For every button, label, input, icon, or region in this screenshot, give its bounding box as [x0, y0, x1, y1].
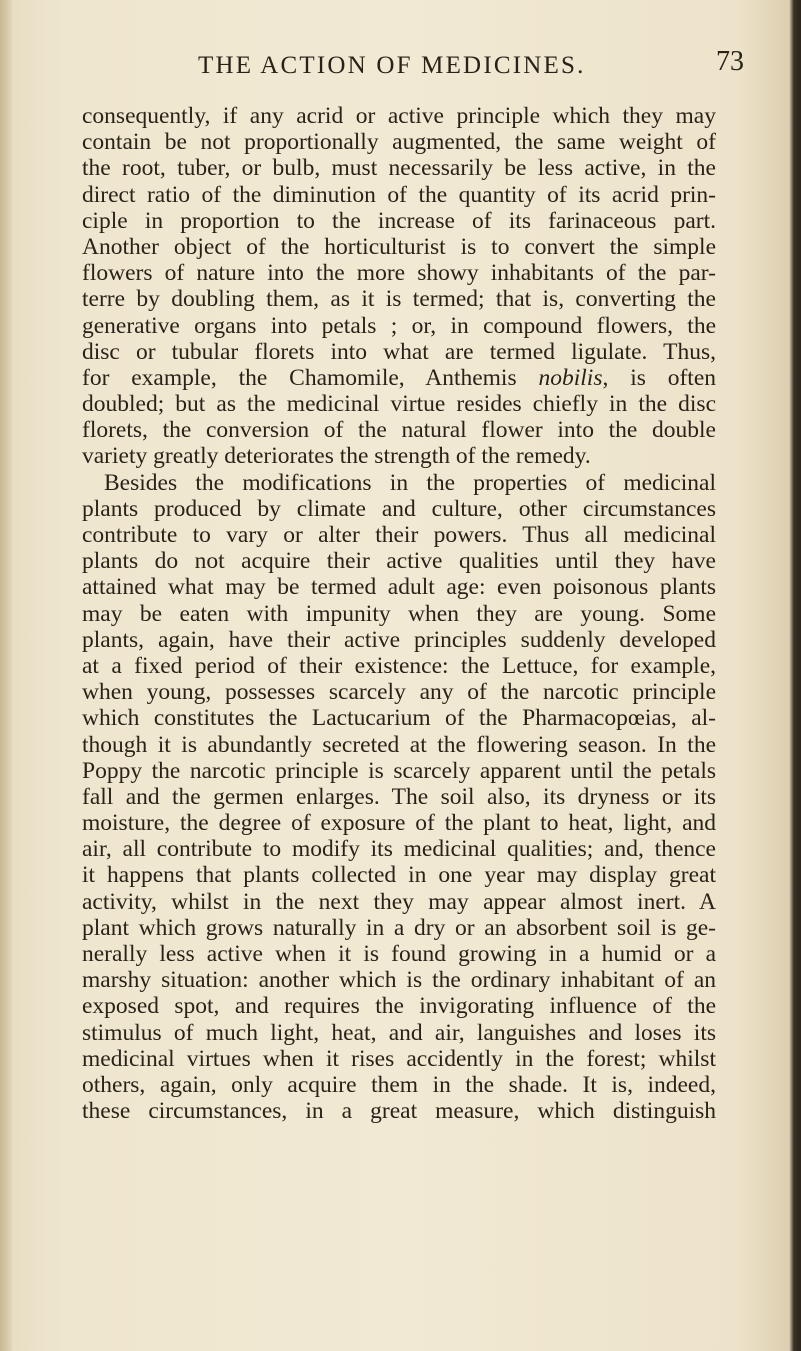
text-line: nerally less active when it is found growing in a humid or a	[82, 941, 716, 967]
text-line: activity, whilst in the next they may appear almost inert. A	[82, 888, 716, 915]
text-line: Poppy the narcotic principle is scarcely apparent until the petals	[82, 757, 716, 784]
running-head: THE ACTION OF MEDICINES.	[198, 52, 586, 79]
text-line: exposed spot, and requires the invigorating influence of the	[82, 993, 716, 1020]
text-line: consequently, if any acrid or active principle which they may	[82, 103, 716, 129]
body-text	[82, 103, 716, 1124]
text-line: ciple in proportion to the increase of its farinaceous part.	[82, 207, 716, 234]
text-line: plant which grows naturally in a dry or an absorbent soil is ge-	[82, 914, 716, 941]
text-line: terre by doubling them, as it is termed; that is, converting the	[82, 286, 716, 313]
text-line: plants, again, have their active principles suddenly developed	[82, 626, 716, 653]
text-segment: for example, the Chamomile, Anthemis	[82, 364, 517, 391]
text-line: though it is abundantly secreted at the flowering season. In the	[82, 731, 716, 758]
text-line: may be eaten with impunity when they are young. Some	[82, 600, 716, 627]
text-line: these circumstances, in a great measure, which distinguish	[82, 1098, 716, 1125]
text-line: Besides the modifications in the properties of medicinal	[104, 469, 716, 496]
text-line: at a fixed period of their existence: the Lettuce, for example,	[82, 652, 716, 679]
page-gutter-edge	[0, 0, 12, 1351]
text-line-with-italic	[82, 365, 716, 391]
text-line: contain be not proportionally augmented, the same weight of	[82, 129, 716, 156]
text-line: stimulus of much light, heat, and air, languishes and loses its	[82, 1019, 716, 1046]
text-line: doubled; but as the medicinal virtue resides chiefly in the disc	[82, 391, 716, 418]
page-right-shadow	[789, 0, 801, 1351]
text-line: moisture, the degree of exposure of the plant to heat, light, and	[82, 810, 716, 837]
text-line: others, again, only acquire them in the shade. It is, indeed,	[82, 1071, 716, 1098]
text-line: when young, possesses scarcely any of the narcotic principle	[82, 679, 716, 706]
text-line: which constitutes the Lactucarium of the Pharmacopœias, al-	[82, 705, 716, 732]
text-line: plants produced by climate and culture, other circumstances	[82, 495, 716, 522]
text-line: direct ratio of the diminution of the quantity of its acrid prin-	[82, 181, 716, 208]
text-line: variety greatly deteriorates the strength of the remedy.	[82, 443, 591, 470]
text-line: plants do not acquire their active qualities until they have	[82, 548, 716, 575]
text-line: air, all contribute to modify its medicinal qualities; and, thence	[82, 836, 716, 863]
text-line: attained what may be termed adult age: even poisonous plants	[82, 574, 716, 601]
text-segment: , is often	[602, 364, 717, 391]
text-line: Another object of the horticulturist is to convert the simple	[82, 233, 716, 260]
text-line: fall and the germen enlarges. The soil also, its dryness or its	[82, 783, 716, 810]
text-line: flowers of nature into the more showy inhabitants of the par-	[82, 260, 716, 287]
text-line: generative organs into petals ; or, in compound flowers, the	[82, 312, 716, 339]
text-line: the root, tuber, or bulb, must necessarily be less active, in the	[82, 155, 716, 182]
text-line: florets, the conversion of the natural flower into the double	[82, 417, 716, 444]
italic-term: nobilis	[538, 364, 603, 391]
text-line: contribute to vary or alter their powers. Thus all medicinal	[82, 522, 716, 548]
text-line: disc or tubular florets into what are termed ligulate. Thus,	[82, 338, 716, 365]
text-line: medicinal virtues when it rises accidently in the forest; whilst	[82, 1045, 716, 1072]
text-line: it happens that plants collected in one year may display great	[82, 862, 716, 889]
text-line: marshy situation: another which is the ordinary inhabitant of an	[82, 967, 716, 994]
page-number: 73	[716, 46, 744, 77]
